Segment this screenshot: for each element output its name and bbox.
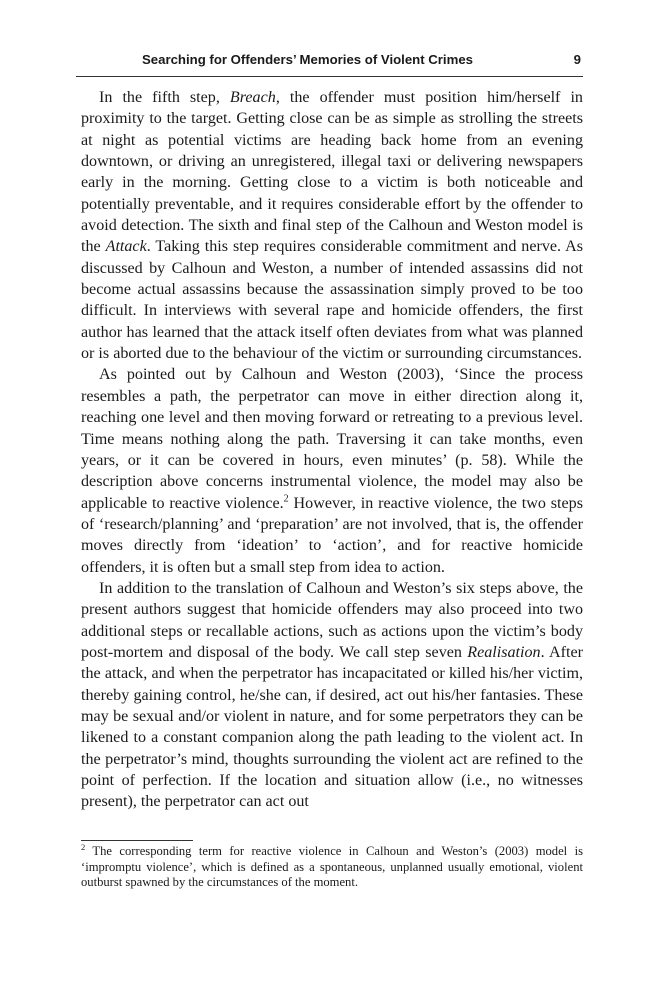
paragraph-text: , the offender must position him/herself in proximity to the target. Getting close can be as simple as strolling the streets at night as potential victims are heading back home from an evening downtown, or driving an unregistered, illegal taxi or delivering newspapers early in the morning. Getting close to a victim is both noticeable and potentially preventable, and it requires considerable effort by the offender to avoid detection. The sixth and final step of the Calhoun and Weston model is the	[81, 89, 583, 256]
paragraph-text: . Taking this step requires considerable commitment and nerve. As discussed by Calhoun and Weston, a number of intended assassins did not become actual assassins because the assassination simply proved to be too difficult. In interviews with several rape and homicide offenders, the first author has learned that the attack itself often deviates from what was planned or is aborted due to the behaviour of the victim or surrounding circumstances.	[81, 238, 584, 363]
footnote-text: The corresponding term for reactive violence in Calhoun and Weston’s (2003) model is ‘impromptu violence’, which is defined as a spontaneous, unplanned usually emotional, violent outburst spawned by the circumstances of the moment.	[81, 844, 583, 890]
footnote-reference[interactable]: 2	[283, 493, 289, 505]
running-header	[76, 50, 583, 77]
running-title: Searching for Offenders’ Memories of Violent Crimes	[142, 52, 473, 67]
paragraph-path	[81, 364, 583, 577]
footnote-divider	[81, 840, 193, 841]
term-attack: Attack	[105, 238, 147, 256]
paragraph-text: . After the attack, and when the perpetrator has incapacitated or killed his/her victim, thereby gaining control, he/she can, if desired, act out his/her fantasies. These may be sexual and/or violent in nature, and for some perpetrators they can be likened to a constant companion along the path leading to the violent act. In the perpetrator’s mind, thoughts surrounding the violent act are refined to the point of perfection. If the location and situation allow (i.e., no witnesses present), the perpetrator can act out	[81, 643, 583, 811]
footnote-number: 2	[81, 841, 86, 852]
body-text	[81, 87, 583, 813]
paragraph-text: In addition to the translation of Calhoun and Weston’s six steps above, the present authors suggest that homicide offenders may also proceed into two additional steps or recallable actions, such as actions upon the victim’s body post-mortem and disposal of the body. We call step seven	[81, 579, 583, 661]
paragraph-text: However, in reactive violence, the two steps of ‘research/planning’ and ‘preparation’ are not involved, that is, the offender moves directly from ‘ideation’ to ‘action’, and for reactive homicide offenders, it is often but a small step from idea to action.	[81, 494, 583, 576]
paragraph-realisation	[81, 578, 583, 813]
paragraph-text: As pointed out by Calhoun and Weston (2003), ‘Since the process resembles a path, the perpetrator can move in either direction along it, reaching one level and then moving forward or retreating to a previous level. Time means nothing along the path. Traversing it can take months, even years, or it can be covered in hours, even minutes’ (p. 58). While the description above concerns instrumental violence, the model may also be applicable to reactive violence.	[81, 366, 583, 512]
paragraph-breach-attack	[81, 87, 583, 364]
term-realisation: Realisation	[467, 643, 541, 661]
term-breach: Breach	[229, 89, 276, 106]
paragraph-text: In the fifth step,	[99, 89, 230, 106]
footnote	[81, 841, 583, 891]
page-number: 9	[573, 52, 581, 67]
